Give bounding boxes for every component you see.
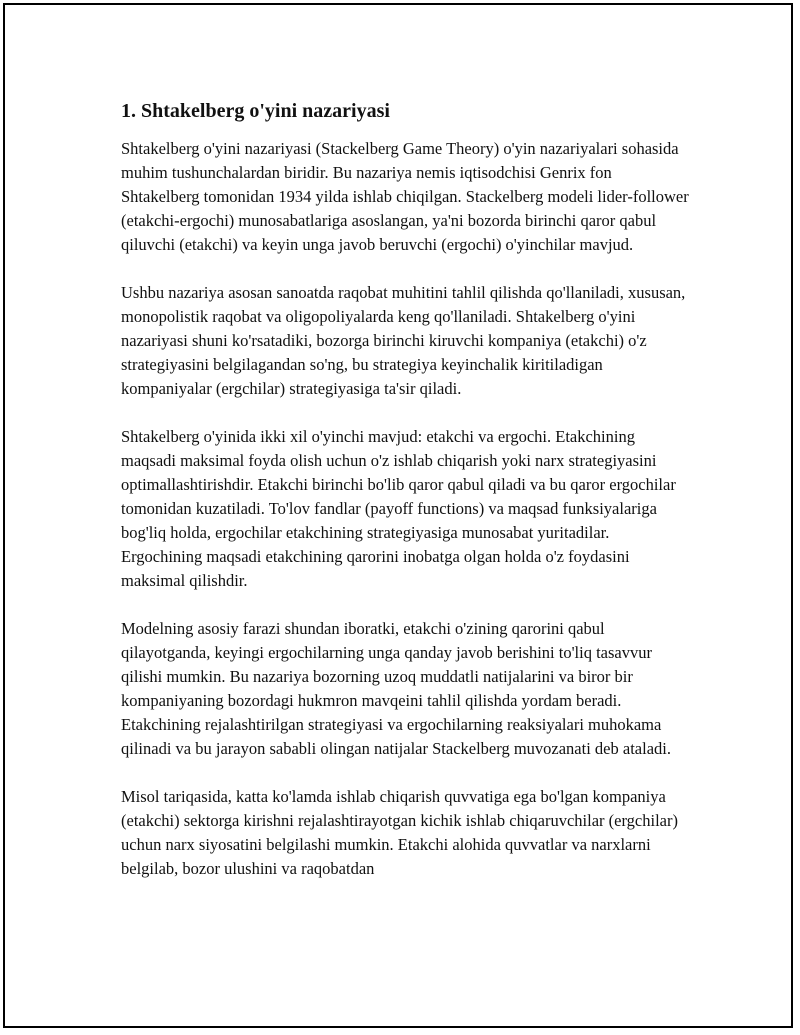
section-heading: 1. Shtakelberg o'yini nazariyasi [121, 100, 390, 122]
paragraph-2: Ushbu nazariya asosan sanoatda raqobat muhitini tahlil qilishda qo'llaniladi, xususan, monopolistik raqobat va oligopoliyalarda keng qo'llaniladi. Shtakelberg o'yini nazariyasi shuni ko'rsatadiki, bozorga birinchi kiruvchi kompaniya (etakchi) o'z strategiyasini belgilagandan so'ng, bu strategiya keyinchalik kiritiladigan kompaniyalar (ergchilar) strategiyasiga ta'sir qiladi. [121, 283, 686, 398]
document-page [3, 3, 793, 1028]
paragraph-5: Misol tariqasida, katta ko'lamda ishlab chiqarish quvvatiga ega bo'lgan kompaniya (etakchi) sektorga kirishni rejalashtirayotgan kichik ishlab chiqaruvchilar (ergchilar) uchun narx siyosatini belgilashi mumkin. Etakchi alohida quvvatlar va narxlarni belgilab, bozor ulushini va raqobatdan [121, 787, 678, 878]
paragraph-3: Shtakelberg o'yinida ikki xil o'yinchi mavjud: etakchi va ergochi. Etakchining maqsadi maksimal foyda olish uchun o'z ishlab chiqarish yoki narx strategiyasini optimallashtirishdir. Etakchi birinchi bo'lib qaror qabul qiladi va bu qaror ergochilar tomonidan kuzatiladi. To'lov fandlar (payoff functions) va maqsad funksiyalariga bog'liq holda, ergochilar etakchining strategiyasiga munosabat yuritadilar. Ergochining maqsadi etakchining qarorini inobatga olgan holda o'z foydasini maksimal qilishdir. [121, 427, 676, 590]
paragraph-1: Shtakelberg o'yini nazariyasi (Stackelberg Game Theory) o'yin nazariyalari sohasida muhim tushunchalardan biridir. Bu nazariya nemis iqtisodchisi Genrix fon Shtakelberg tomonidan 1934 yilda ishlab chiqilgan. Stackelberg modeli lider-follower (etakchi-ergochi) munosabatlariga asoslangan, ya'ni bozorda birinchi qaror qabul qiluvchi (etakchi) va keyin unga javob beruvchi (ergochi) o'yinchilar mavjud. [121, 139, 689, 254]
paragraph-4: Modelning asosiy farazi shundan iboratki, etakchi o'zining qarorini qabul qilayotganda, keyingi ergochilarning unga qanday javob berishini to'liq tasavvur qilishi mumkin. Bu nazariya bozorning uzoq muddatli natijalarini va biror bir kompaniyaning bozordagi hukmron mavqeini tahlil qilishda yordam beradi. Etakchining rejalashtirilgan strategiyasi va ergochilarning reaksiyalari muhokama qilinadi va bu jarayon sababli olingan natijalar Stackelberg muvozanati deb ataladi. [121, 619, 671, 758]
document-body [121, 97, 693, 905]
